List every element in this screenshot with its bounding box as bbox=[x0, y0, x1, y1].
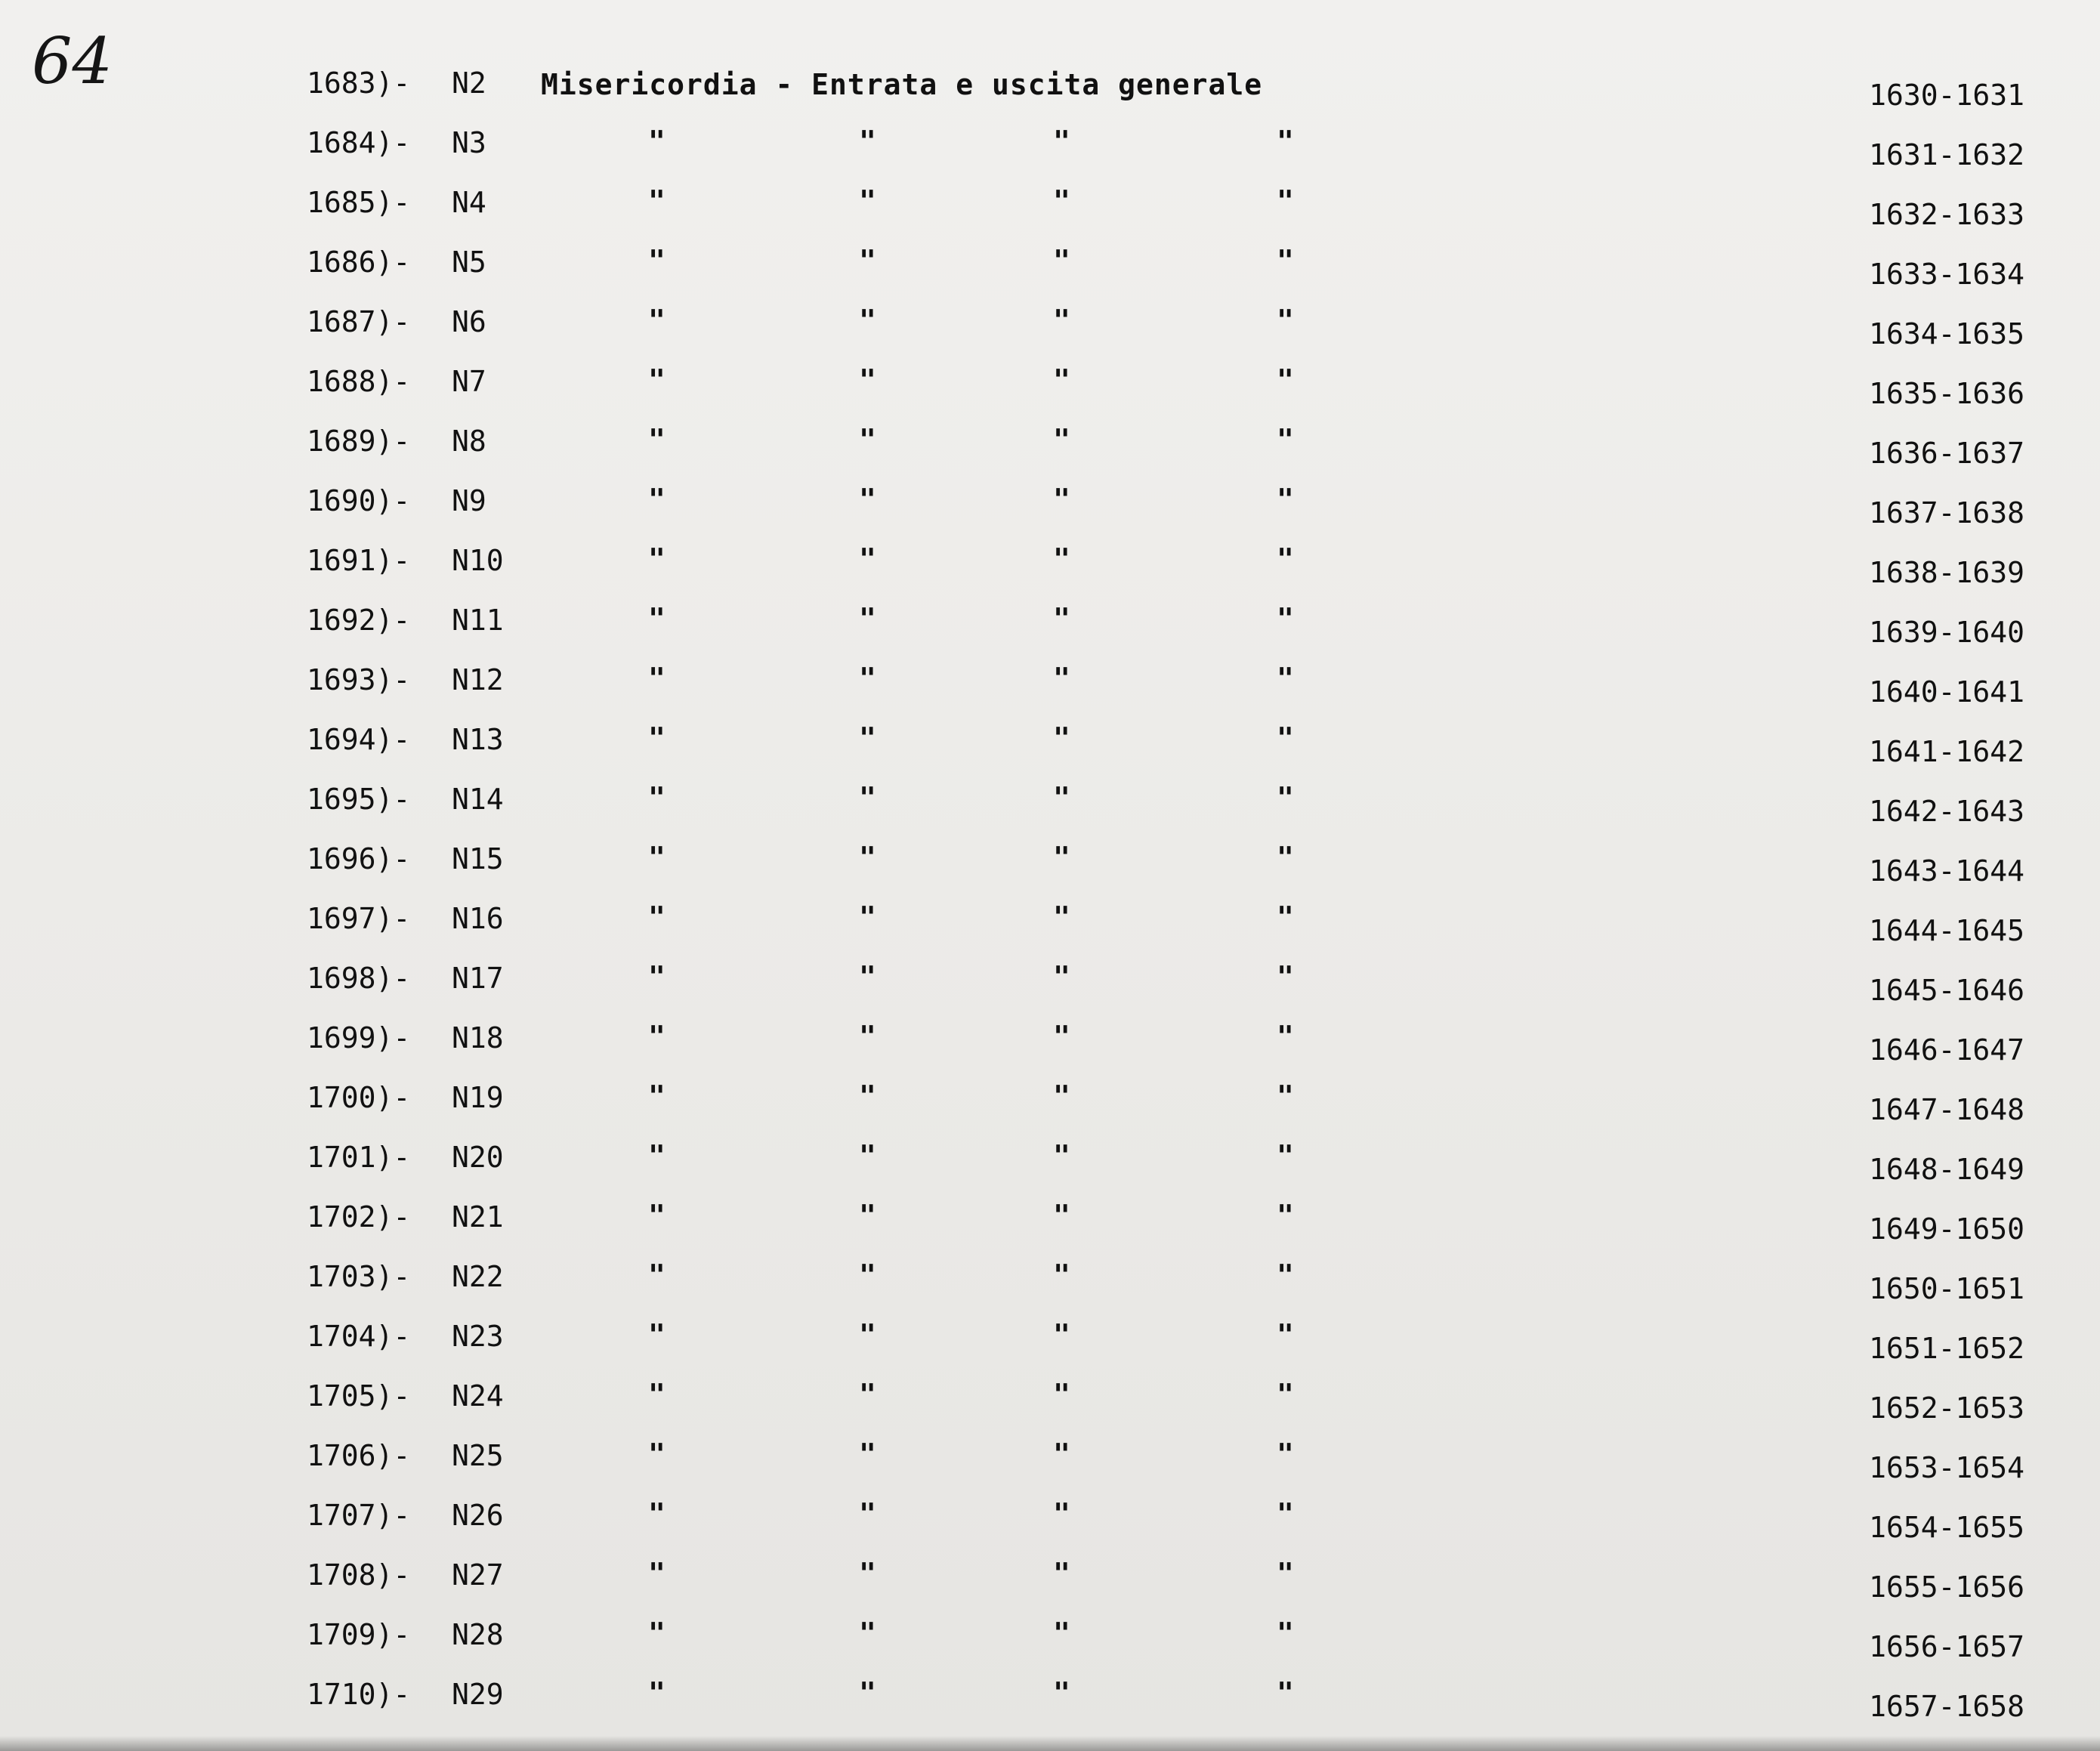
ditto-mark: " bbox=[1277, 1079, 1294, 1113]
entry-number: 1697)- bbox=[307, 902, 411, 935]
ditto-mark: " bbox=[648, 1139, 666, 1172]
ditto-mark: " bbox=[1053, 244, 1070, 277]
entry-code: N13 bbox=[452, 723, 504, 756]
ditto-mark: " bbox=[1277, 542, 1294, 576]
ditto-mark: " bbox=[1277, 1497, 1294, 1530]
entry-row bbox=[0, 301, 2100, 360]
ditto-mark: " bbox=[648, 542, 666, 576]
ditto-mark: " bbox=[648, 1617, 666, 1650]
ditto-mark: " bbox=[1277, 1617, 1294, 1650]
ditto-mark: " bbox=[859, 244, 876, 277]
entry-number: 1685)- bbox=[307, 186, 411, 219]
entry-code: N25 bbox=[452, 1439, 504, 1472]
entry-years: 1637-1638 bbox=[1869, 496, 2024, 530]
entry-years: 1636-1637 bbox=[1869, 437, 2024, 470]
entry-number: 1688)- bbox=[307, 365, 411, 398]
ditto-mark: " bbox=[1277, 1258, 1294, 1292]
ditto-mark: " bbox=[859, 900, 876, 934]
ditto-mark: " bbox=[1053, 423, 1070, 456]
entry-code: N10 bbox=[452, 544, 504, 577]
ditto-mark: " bbox=[1053, 1497, 1070, 1530]
entry-code: N7 bbox=[452, 365, 486, 398]
ditto-mark: " bbox=[1053, 960, 1070, 993]
entry-number: 1703)- bbox=[307, 1260, 411, 1293]
entry-number: 1690)- bbox=[307, 484, 411, 517]
ditto-mark: " bbox=[1053, 1199, 1070, 1232]
ditto-mark: " bbox=[1053, 721, 1070, 755]
ditto-mark: " bbox=[859, 184, 876, 218]
entry-code: N22 bbox=[452, 1260, 504, 1293]
ditto-mark: " bbox=[859, 1378, 876, 1411]
entry-number: 1708)- bbox=[307, 1558, 411, 1592]
ditto-mark: " bbox=[1053, 1318, 1070, 1351]
ditto-mark: " bbox=[1277, 483, 1294, 516]
entry-code: N24 bbox=[452, 1379, 504, 1413]
entry-code: N16 bbox=[452, 902, 504, 935]
ditto-mark: " bbox=[1277, 1557, 1294, 1590]
entry-years: 1642-1643 bbox=[1869, 795, 2024, 828]
entry-years: 1630-1631 bbox=[1869, 79, 2024, 112]
ditto-mark: " bbox=[648, 1497, 666, 1530]
ditto-mark: " bbox=[648, 363, 666, 397]
entry-row bbox=[0, 1017, 2100, 1076]
entry-number: 1702)- bbox=[307, 1200, 411, 1234]
entry-row bbox=[0, 1494, 2100, 1553]
entry-years: 1633-1634 bbox=[1869, 258, 2024, 291]
entry-number: 1699)- bbox=[307, 1021, 411, 1055]
entry-row bbox=[0, 1554, 2100, 1613]
entry-code: N6 bbox=[452, 305, 486, 338]
ditto-mark: " bbox=[1277, 304, 1294, 337]
entry-row bbox=[0, 420, 2100, 479]
ditto-mark: " bbox=[648, 1318, 666, 1351]
entry-number: 1700)- bbox=[307, 1081, 411, 1114]
entry-code: N21 bbox=[452, 1200, 504, 1234]
ditto-mark: " bbox=[859, 1079, 876, 1113]
entry-code: N17 bbox=[452, 962, 504, 995]
ditto-mark: " bbox=[648, 184, 666, 218]
ditto-mark: " bbox=[648, 1438, 666, 1471]
ditto-mark: " bbox=[1277, 125, 1294, 158]
entry-code: N9 bbox=[452, 484, 486, 517]
entry-years: 1650-1651 bbox=[1869, 1272, 2024, 1305]
ditto-mark: " bbox=[1277, 1676, 1294, 1709]
ditto-mark: " bbox=[859, 602, 876, 635]
ditto-mark: " bbox=[1277, 1378, 1294, 1411]
entry-years: 1643-1644 bbox=[1869, 854, 2024, 888]
ditto-mark: " bbox=[859, 781, 876, 814]
ditto-mark: " bbox=[1053, 363, 1070, 397]
page-edge bbox=[0, 1736, 2100, 1751]
entry-number: 1694)- bbox=[307, 723, 411, 756]
ditto-mark: " bbox=[648, 602, 666, 635]
ditto-mark: " bbox=[859, 363, 876, 397]
ditto-mark: " bbox=[1277, 1438, 1294, 1471]
ditto-mark: " bbox=[1277, 721, 1294, 755]
ditto-mark: " bbox=[648, 1378, 666, 1411]
ditto-mark: " bbox=[648, 423, 666, 456]
entry-row bbox=[0, 659, 2100, 718]
entry-number: 1696)- bbox=[307, 842, 411, 876]
ditto-mark: " bbox=[1053, 1676, 1070, 1709]
entry-row bbox=[0, 1196, 2100, 1255]
entry-number: 1689)- bbox=[307, 425, 411, 458]
entry-row bbox=[0, 897, 2100, 956]
ditto-mark: " bbox=[859, 1258, 876, 1292]
ditto-mark: " bbox=[1053, 662, 1070, 695]
entry-number: 1709)- bbox=[307, 1618, 411, 1651]
entry-number: 1691)- bbox=[307, 544, 411, 577]
ditto-mark: " bbox=[648, 781, 666, 814]
ditto-mark: " bbox=[1277, 602, 1294, 635]
entry-code: N8 bbox=[452, 425, 486, 458]
entry-row bbox=[0, 1375, 2100, 1434]
ditto-mark: " bbox=[1053, 483, 1070, 516]
entry-code: N19 bbox=[452, 1081, 504, 1114]
entry-code: N3 bbox=[452, 126, 486, 159]
entry-years: 1645-1646 bbox=[1869, 974, 2024, 1007]
ditto-mark: " bbox=[648, 244, 666, 277]
ditto-mark: " bbox=[859, 721, 876, 755]
ditto-mark: " bbox=[648, 125, 666, 158]
entry-row bbox=[0, 1076, 2100, 1135]
entry-years: 1634-1635 bbox=[1869, 317, 2024, 351]
entry-years: 1656-1657 bbox=[1869, 1630, 2024, 1663]
entry-row bbox=[0, 1673, 2100, 1732]
entry-number: 1692)- bbox=[307, 604, 411, 637]
ditto-mark: " bbox=[859, 483, 876, 516]
entry-years: 1640-1641 bbox=[1869, 675, 2024, 709]
ditto-mark: " bbox=[648, 721, 666, 755]
ditto-mark: " bbox=[1053, 1438, 1070, 1471]
ditto-mark: " bbox=[1277, 184, 1294, 218]
ditto-mark: " bbox=[1277, 662, 1294, 695]
entry-number: 1687)- bbox=[307, 305, 411, 338]
entry-years: 1635-1636 bbox=[1869, 377, 2024, 410]
ditto-mark: " bbox=[1053, 1079, 1070, 1113]
entry-row bbox=[0, 1315, 2100, 1374]
ditto-mark: " bbox=[1277, 900, 1294, 934]
page-number: 64 bbox=[32, 24, 113, 98]
ditto-mark: " bbox=[648, 960, 666, 993]
ditto-mark: " bbox=[648, 841, 666, 874]
entry-title: Misericordia - Entrata e uscita generale bbox=[541, 68, 1263, 101]
entry-code: N5 bbox=[452, 246, 486, 279]
ditto-mark: " bbox=[1277, 244, 1294, 277]
entry-code: N26 bbox=[452, 1499, 504, 1532]
ditto-mark: " bbox=[859, 1199, 876, 1232]
entry-number: 1705)- bbox=[307, 1379, 411, 1413]
entry-number: 1706)- bbox=[307, 1439, 411, 1472]
entry-code: N23 bbox=[452, 1320, 504, 1353]
ditto-mark: " bbox=[648, 1258, 666, 1292]
entry-number: 1693)- bbox=[307, 663, 411, 696]
ditto-mark: " bbox=[1053, 1617, 1070, 1650]
ditto-mark: " bbox=[1277, 1139, 1294, 1172]
entry-code: N11 bbox=[452, 604, 504, 637]
entry-row bbox=[0, 539, 2100, 598]
ditto-mark: " bbox=[859, 304, 876, 337]
entry-row bbox=[0, 360, 2100, 419]
entry-years: 1651-1652 bbox=[1869, 1332, 2024, 1365]
ditto-mark: " bbox=[648, 304, 666, 337]
ditto-mark: " bbox=[1053, 1139, 1070, 1172]
entry-row bbox=[0, 181, 2100, 240]
ditto-mark: " bbox=[859, 125, 876, 158]
entry-years: 1647-1648 bbox=[1869, 1093, 2024, 1126]
entry-row bbox=[0, 1255, 2100, 1314]
ditto-mark: " bbox=[1277, 781, 1294, 814]
ditto-mark: " bbox=[859, 662, 876, 695]
entry-years: 1639-1640 bbox=[1869, 616, 2024, 649]
entry-row bbox=[0, 718, 2100, 777]
ditto-mark: " bbox=[648, 1557, 666, 1590]
ditto-mark: " bbox=[648, 1676, 666, 1709]
ditto-mark: " bbox=[1053, 125, 1070, 158]
ditto-mark: " bbox=[648, 483, 666, 516]
ditto-mark: " bbox=[648, 1079, 666, 1113]
ditto-mark: " bbox=[859, 423, 876, 456]
entry-years: 1646-1647 bbox=[1869, 1033, 2024, 1067]
ditto-mark: " bbox=[859, 1676, 876, 1709]
entry-number: 1698)- bbox=[307, 962, 411, 995]
entry-years: 1644-1645 bbox=[1869, 914, 2024, 947]
entry-code: N18 bbox=[452, 1021, 504, 1055]
ditto-mark: " bbox=[1053, 1020, 1070, 1053]
ditto-mark: " bbox=[1277, 423, 1294, 456]
ditto-mark: " bbox=[859, 542, 876, 576]
ditto-mark: " bbox=[648, 900, 666, 934]
ditto-mark: " bbox=[1053, 542, 1070, 576]
entry-number: 1684)- bbox=[307, 126, 411, 159]
entry-code: N4 bbox=[452, 186, 486, 219]
ditto-mark: " bbox=[648, 1020, 666, 1053]
entry-row bbox=[0, 778, 2100, 837]
ditto-mark: " bbox=[1053, 841, 1070, 874]
ditto-mark: " bbox=[1053, 781, 1070, 814]
entry-years: 1632-1633 bbox=[1869, 198, 2024, 231]
ditto-mark: " bbox=[1053, 1258, 1070, 1292]
ditto-mark: " bbox=[859, 960, 876, 993]
ditto-mark: " bbox=[1277, 363, 1294, 397]
entry-number: 1707)- bbox=[307, 1499, 411, 1532]
entry-number: 1710)- bbox=[307, 1678, 411, 1711]
entry-row bbox=[0, 241, 2100, 300]
entry-years: 1653-1654 bbox=[1869, 1451, 2024, 1484]
entry-years: 1657-1658 bbox=[1869, 1690, 2024, 1723]
entry-code: N27 bbox=[452, 1558, 504, 1592]
ditto-mark: " bbox=[1277, 841, 1294, 874]
ditto-mark: " bbox=[1053, 1557, 1070, 1590]
ditto-mark: " bbox=[859, 1557, 876, 1590]
entry-row bbox=[0, 122, 2100, 181]
entry-row bbox=[0, 62, 2100, 121]
entry-years: 1654-1655 bbox=[1869, 1511, 2024, 1544]
ditto-mark: " bbox=[1277, 1020, 1294, 1053]
ditto-mark: " bbox=[859, 841, 876, 874]
entry-row bbox=[0, 599, 2100, 658]
entry-years: 1649-1650 bbox=[1869, 1212, 2024, 1246]
entry-number: 1683)- bbox=[307, 66, 411, 100]
entry-number: 1701)- bbox=[307, 1141, 411, 1174]
entry-row bbox=[0, 480, 2100, 539]
ditto-mark: " bbox=[859, 1318, 876, 1351]
entry-code: N12 bbox=[452, 663, 504, 696]
entry-code: N20 bbox=[452, 1141, 504, 1174]
ditto-mark: " bbox=[1053, 602, 1070, 635]
ditto-mark: " bbox=[1277, 1318, 1294, 1351]
ditto-mark: " bbox=[1053, 900, 1070, 934]
ditto-mark: " bbox=[859, 1497, 876, 1530]
entry-years: 1638-1639 bbox=[1869, 556, 2024, 589]
ditto-mark: " bbox=[1277, 960, 1294, 993]
ditto-mark: " bbox=[648, 1199, 666, 1232]
entry-code: N29 bbox=[452, 1678, 504, 1711]
entry-row bbox=[0, 1136, 2100, 1195]
entry-row bbox=[0, 957, 2100, 1016]
entry-code: N14 bbox=[452, 783, 504, 816]
entry-row bbox=[0, 1614, 2100, 1672]
entry-years: 1648-1649 bbox=[1869, 1153, 2024, 1186]
ditto-mark: " bbox=[648, 662, 666, 695]
entry-years: 1641-1642 bbox=[1869, 735, 2024, 768]
ditto-mark: " bbox=[1053, 184, 1070, 218]
ditto-mark: " bbox=[859, 1139, 876, 1172]
entry-number: 1695)- bbox=[307, 783, 411, 816]
ditto-mark: " bbox=[1053, 1378, 1070, 1411]
entry-code: N28 bbox=[452, 1618, 504, 1651]
ditto-mark: " bbox=[859, 1020, 876, 1053]
entry-number: 1704)- bbox=[307, 1320, 411, 1353]
entry-code: N2 bbox=[452, 66, 486, 100]
entry-number: 1686)- bbox=[307, 246, 411, 279]
entry-code: N15 bbox=[452, 842, 504, 876]
entry-years: 1652-1653 bbox=[1869, 1391, 2024, 1425]
entry-years: 1631-1632 bbox=[1869, 138, 2024, 171]
ditto-mark: " bbox=[1277, 1199, 1294, 1232]
entry-row bbox=[0, 1434, 2100, 1493]
entry-years: 1655-1656 bbox=[1869, 1570, 2024, 1604]
ditto-mark: " bbox=[1053, 304, 1070, 337]
entry-row bbox=[0, 838, 2100, 897]
ditto-mark: " bbox=[859, 1438, 876, 1471]
ditto-mark: " bbox=[859, 1617, 876, 1650]
